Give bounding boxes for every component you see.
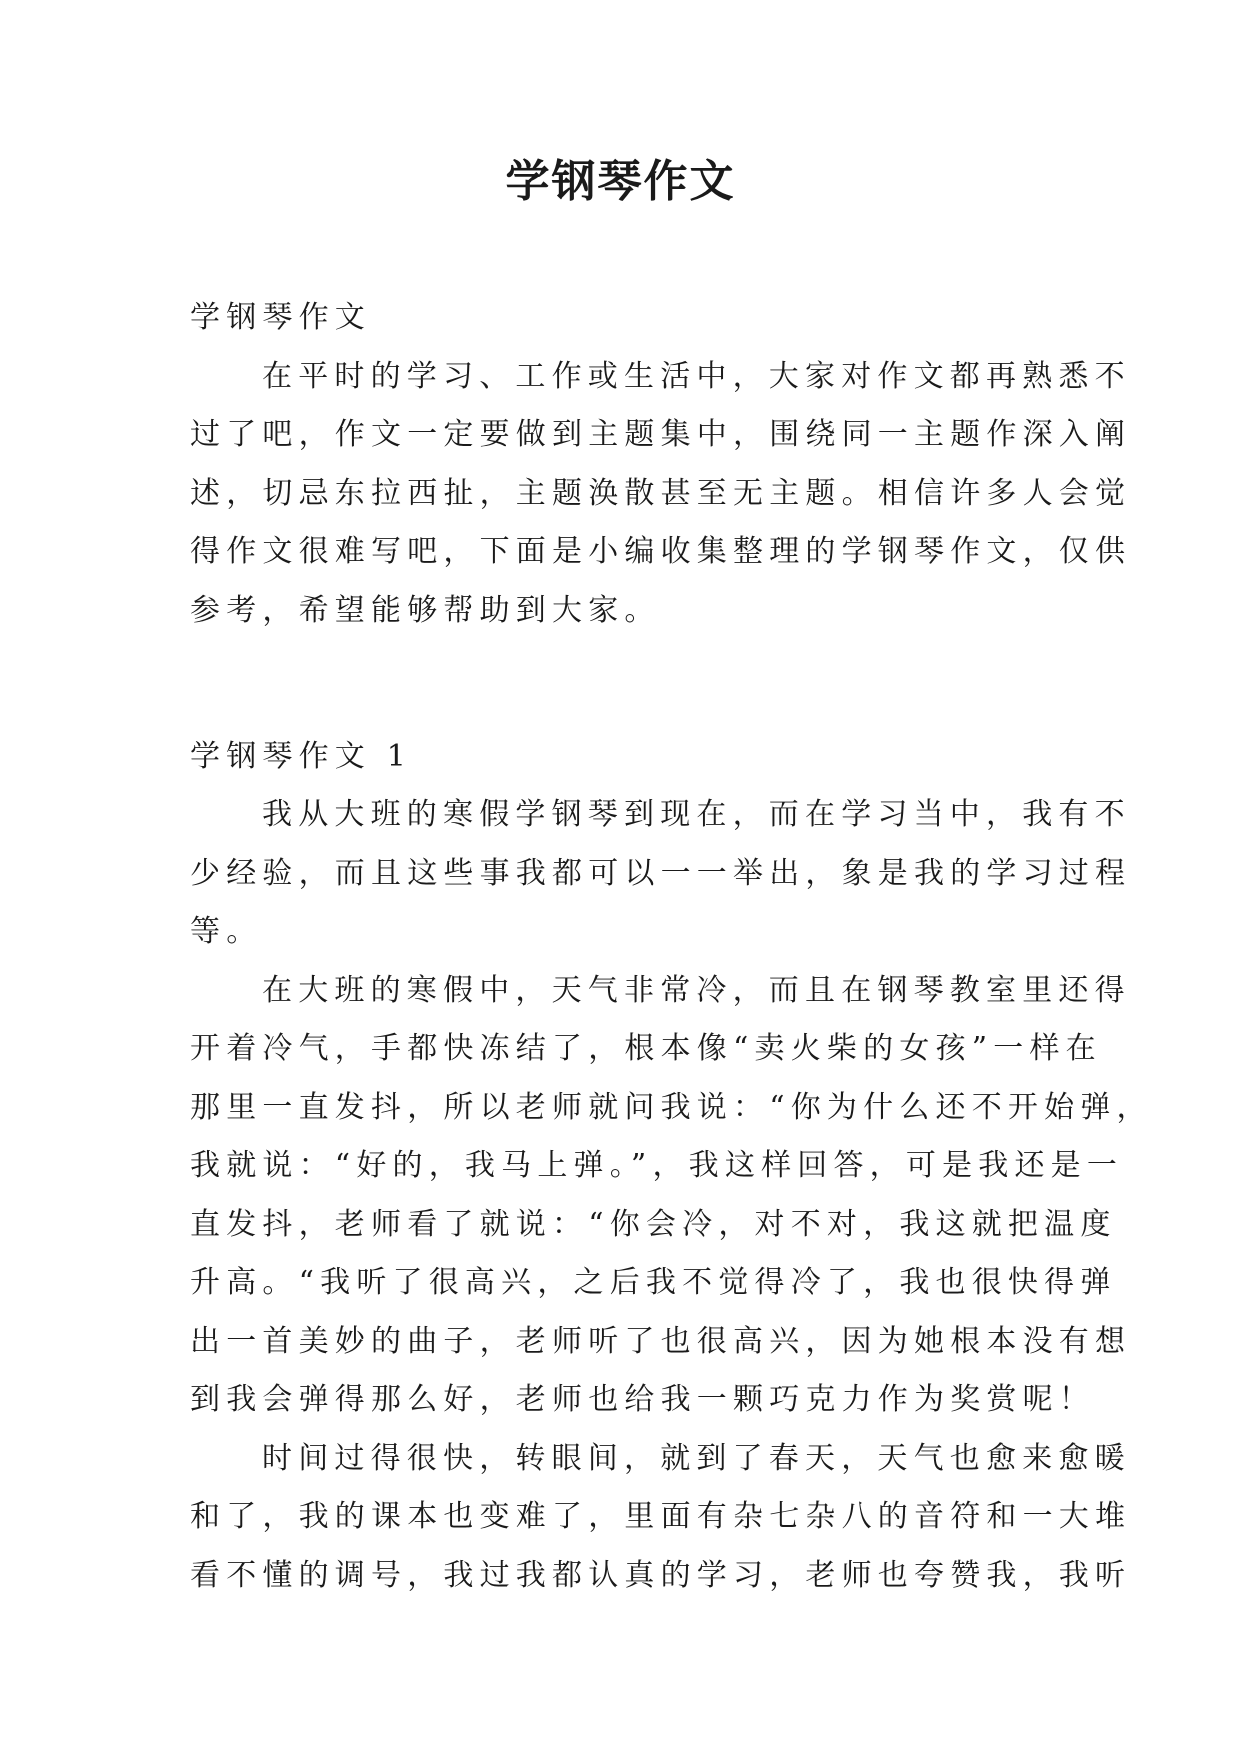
spacer (190, 640, 1050, 699)
paragraph-line: 我从大班的寒假学钢琴到现在，而在学习当中，我有不 (262, 797, 1131, 832)
paragraph-line: 过了吧，作文一定要做到主题集中，围绕同一主题作深入阐 (190, 417, 1132, 452)
paragraph-line: 等。 (190, 914, 263, 949)
paragraph-line: 出一首美妙的曲子，老师听了也很高兴，因为她根本没有想 (190, 1323, 1132, 1359)
paragraph-line: 参考，希望能够帮助到大家。 (190, 592, 661, 628)
paragraph-line: 少经验，而且这些事我都可以一一举出，象是我的学习过程 (190, 855, 1132, 891)
paragraph-line: 我就说：“好的，我马上弹。”，我这样回答，可是我还是一 (190, 1148, 1124, 1183)
paragraph-line: 开着冷气，手都快冻结了，根本像“卖火柴的女孩”一样在 (190, 1031, 1102, 1066)
document-body (190, 289, 1153, 1605)
document-title: 学钢琴作文 (505, 156, 736, 207)
paragraph-line: 和了，我的课本也变难了，里面有杂七杂八的音符和一大堆 (190, 1499, 1132, 1534)
paragraph-line: 述，切忌东拉西扯，主题涣散甚至无主题。相信许多人会觉 (190, 475, 1132, 511)
paragraph-line: 看不懂的调号，我过我都认真的学习，老师也夸赞我，我听 (190, 1557, 1132, 1593)
paragraph-line: 在大班的寒假中，天气非常冷，而且在钢琴教室里还得 (262, 972, 1131, 1008)
paragraph-line: 到我会弹得那么好，老师也给我一颗巧克力作为奖赏呢！ (190, 1382, 1095, 1417)
paragraph-line: 时间过得很快，转眼间，就到了春天，天气也愈来愈暖 (262, 1440, 1131, 1476)
paragraph-line: 得作文很难写吧，下面是小编收集整理的学钢琴作文，仅供 (190, 534, 1132, 569)
paragraph-line: 直发抖，老师看了就说：“你会冷，对不对，我这就把温度 (190, 1206, 1117, 1242)
paragraph-line: 那里一直发抖，所以老师就问我说：“你为什么还不开始弹， (190, 1089, 1153, 1125)
paragraph-line: 在平时的学习、工作或生活中，大家对作文都再熟悉不 (262, 358, 1131, 394)
section-heading: 学钢琴作文 1 (190, 738, 413, 774)
spacer (190, 699, 1050, 728)
section-heading: 学钢琴作文 (190, 300, 371, 335)
paragraph-line: 升高。“我听了很高兴，之后我不觉得冷了，我也很快得弹 (190, 1265, 1117, 1300)
